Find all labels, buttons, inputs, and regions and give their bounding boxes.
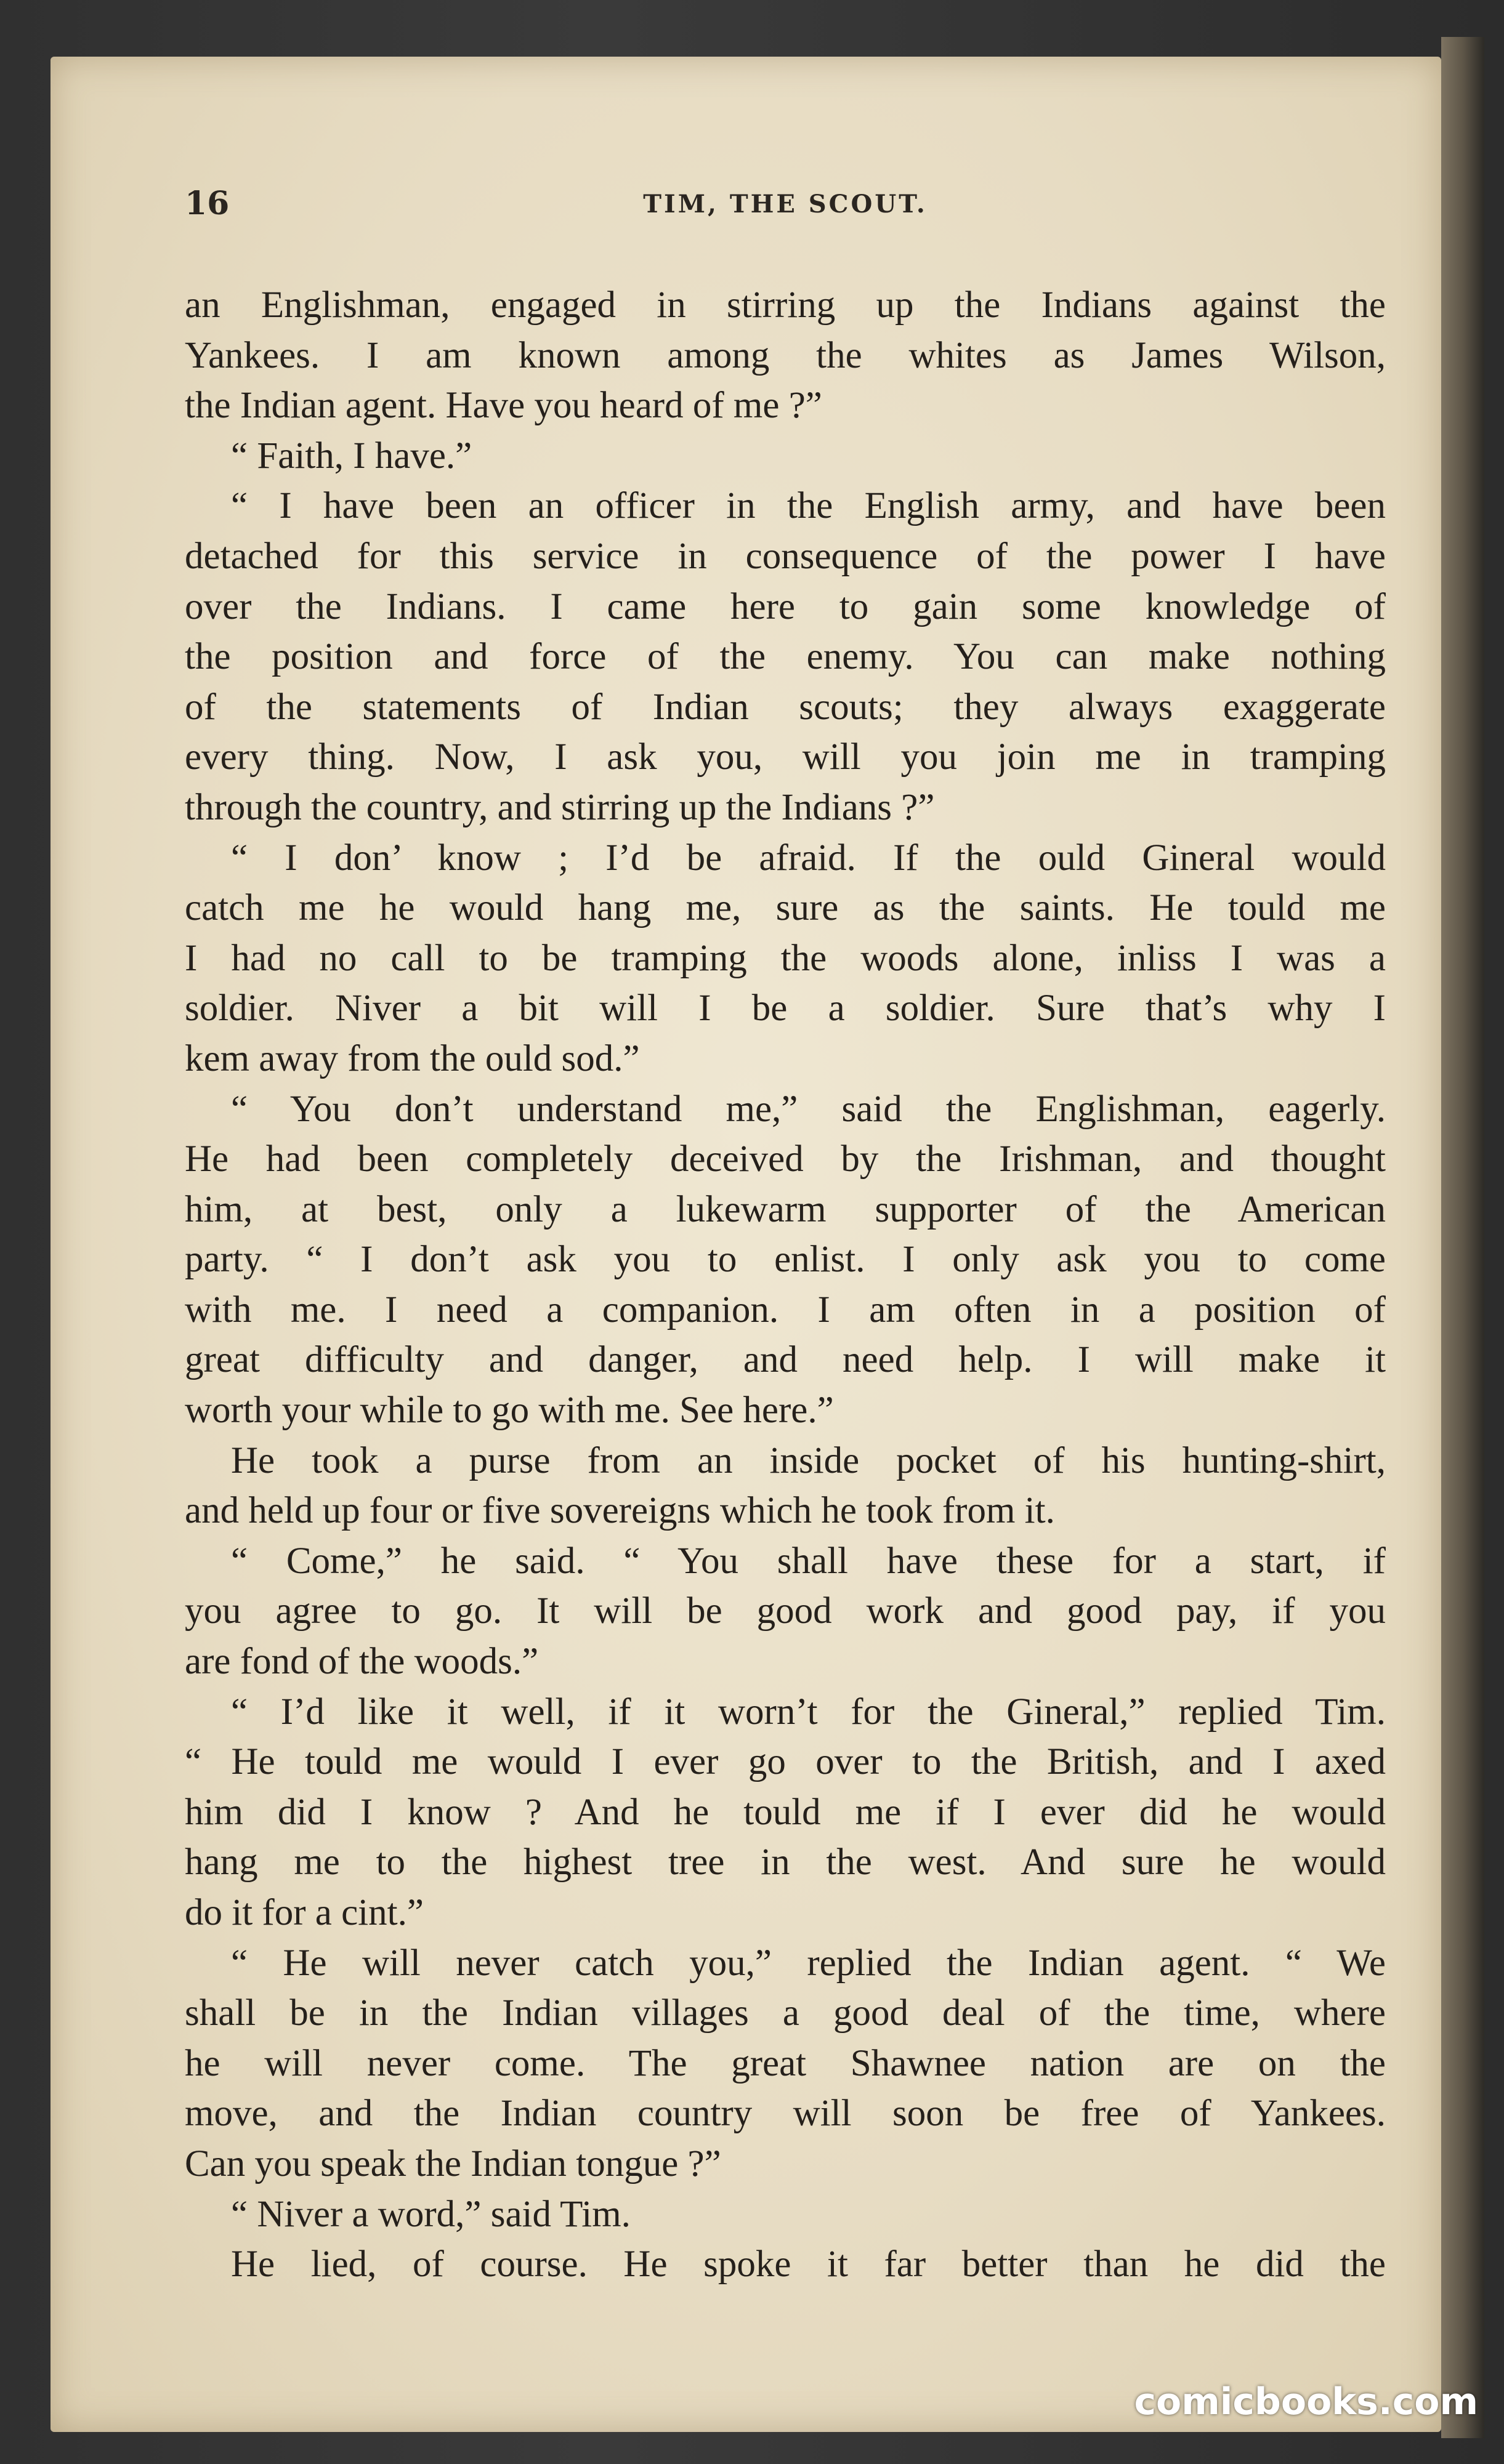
text-line: “ I’d like it well, if it worn’t for the Gineral,” replied Tim.: [231, 1691, 1386, 1733]
text-line: Yankees. I am known among the whites as James Wilson,: [185, 334, 1386, 376]
text-line: shall be in the Indian villages a good deal of the time, where: [185, 1992, 1386, 2034]
body-text: [185, 280, 1386, 2290]
text-line: through the country, and stirring up the Indians ?”: [185, 786, 935, 828]
page-number: 16: [185, 185, 230, 222]
text-line: catch me he would hang me, sure as the saints. He tould me: [185, 887, 1386, 929]
text-line: over the Indians. I came here to gain some knowledge of: [185, 586, 1386, 627]
text-line: “ I have been an officer in the English army, and have been: [231, 485, 1386, 527]
text-line: detached for this service in consequence of the power I have: [185, 535, 1386, 577]
page-edge: [1441, 37, 1484, 2438]
text-line: of the statements of Indian scouts; they always exaggerate: [185, 686, 1386, 728]
text-line: “ He will never catch you,” replied the Indian agent. “ We: [231, 1942, 1386, 1984]
text-line: him did I know ? And he tould me if I ever did he would: [185, 1791, 1386, 1833]
text-line: you agree to go. It will be good work and good pay, if you: [185, 1590, 1386, 1632]
text-line: “ Come,” he said. “ You shall have these for a start, if: [231, 1540, 1386, 1582]
text-line: hang me to the highest tree in the west. And sure he would: [185, 1842, 1386, 1883]
running-head: [185, 185, 1386, 234]
text-line: He had been completely deceived by the Irishman, and thought: [185, 1138, 1386, 1180]
text-line: “ He tould me would I ever go over to the British, and I axed: [185, 1741, 1386, 1783]
watermark: comicbooks.com: [1134, 2380, 1478, 2423]
text-line: kem away from the ould sod.”: [185, 1037, 640, 1079]
text-line: the position and force of the enemy. You can make nothing: [185, 636, 1386, 678]
text-line: with me. I need a companion. I am often in a position of: [185, 1289, 1386, 1331]
running-head-title: TIM, THE SCOUT.: [643, 190, 928, 219]
text-line: “ I don’ know ; I’d be afraid. If the ould Gineral would: [231, 837, 1386, 879]
text-line: worth your while to go with me. See here.”: [185, 1390, 834, 1431]
text-line: He lied, of course. He spoke it far better than he did the: [231, 2244, 1386, 2285]
text-line: great difficulty and danger, and need help. I will make it: [185, 1339, 1386, 1381]
text-line: are fond of the woods.”: [185, 1641, 539, 1683]
text-line: “ Faith, I have.”: [231, 435, 472, 477]
text-line: I had no call to be tramping the woods alone, inliss I was a: [185, 937, 1386, 979]
text-line: and held up four or five sovereigns which he took from it.: [185, 1490, 1055, 1532]
text-line: him, at best, only a lukewarm supporter of the American: [185, 1188, 1386, 1230]
text-line: “ Niver a word,” said Tim.: [231, 2193, 631, 2235]
text-line: the Indian agent. Have you heard of me ?”: [185, 385, 822, 427]
text-line: an Englishman, engaged in stirring up the Indians against the: [185, 284, 1386, 326]
text-line: move, and the Indian country will soon be free of Yankees.: [185, 2093, 1386, 2135]
text-line: soldier. Niver a bit will I be a soldier. Sure that’s why I: [185, 988, 1386, 1029]
text-line: every thing. Now, I ask you, will you join me in tramping: [185, 736, 1386, 778]
text-line: He took a purse from an inside pocket of his hunting-shirt,: [231, 1439, 1386, 1481]
text-line: party. “ I don’t ask you to enlist. I only ask you to come: [185, 1239, 1386, 1281]
text-line: he will never come. The great Shawnee nation are on the: [185, 2042, 1386, 2084]
text-line: “ You don’t understand me,” said the Englishman, eagerly.: [231, 1088, 1386, 1130]
text-line: do it for a cint.”: [185, 1892, 424, 1933]
text-line: Can you speak the Indian tongue ?”: [185, 2143, 721, 2184]
